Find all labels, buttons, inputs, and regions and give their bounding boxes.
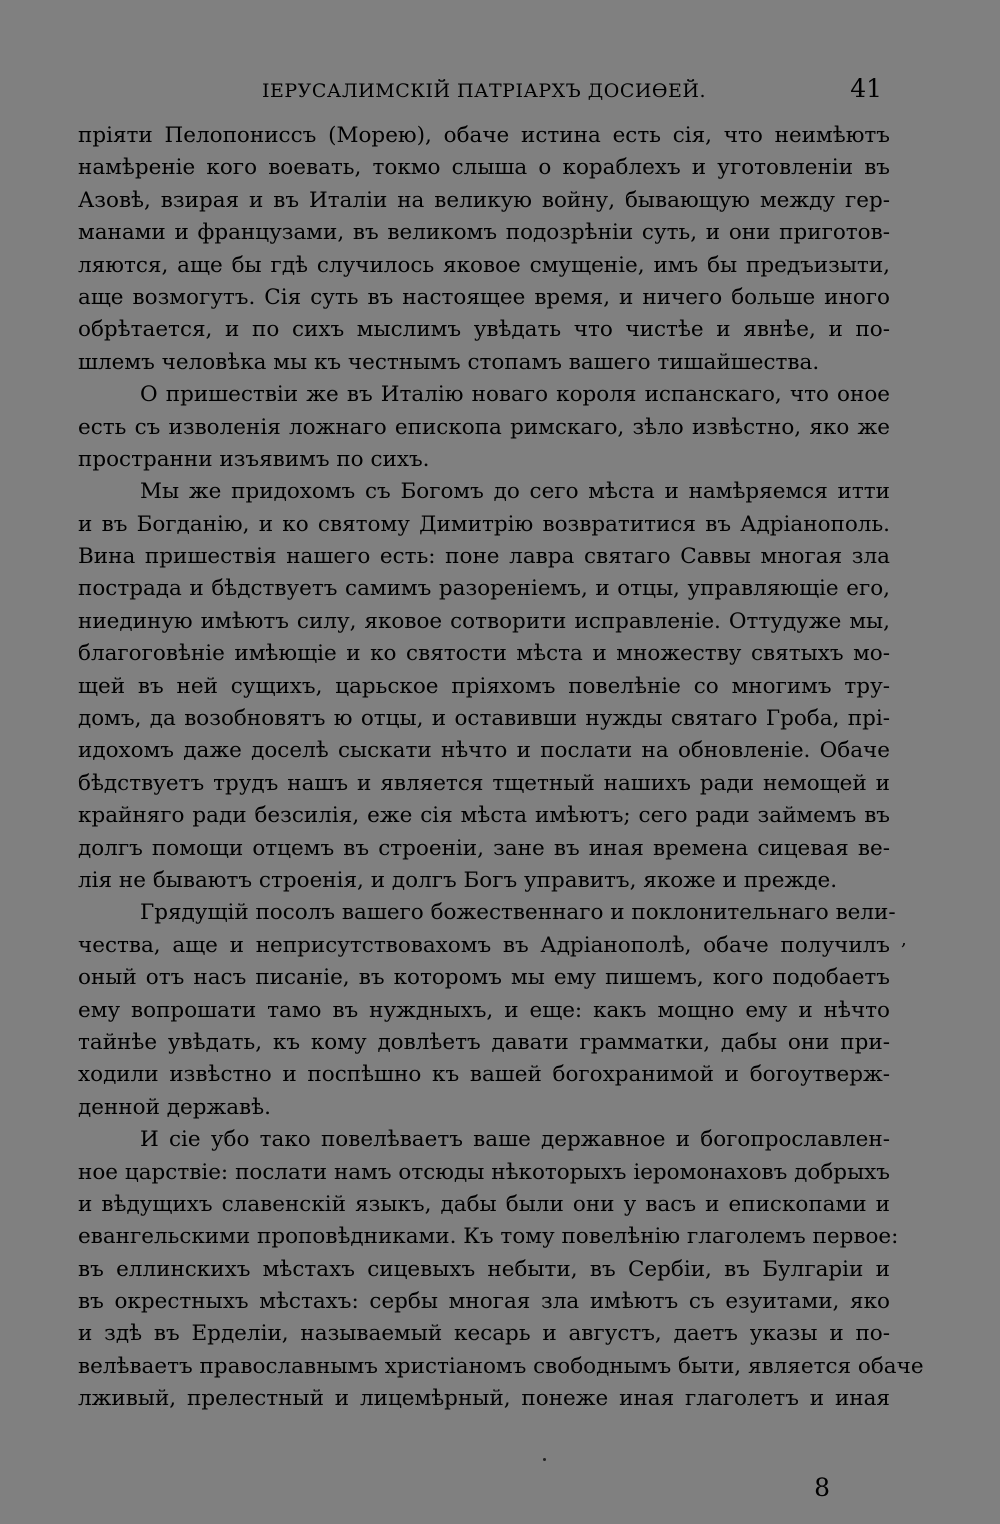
page-header xyxy=(78,72,890,118)
text-line: аще возмогутъ. Сія суть въ настоящее время, и ничего больше иного xyxy=(78,284,890,310)
text-line: и въ Богданію, и ко святому Димитрію возвратитися въ Адріанополь. xyxy=(78,511,890,537)
text-line: И сіе убо тако повелѣваетъ ваше державное и богопрославлен- xyxy=(140,1127,890,1153)
text-line: пространни изъявимъ по сихъ. xyxy=(78,446,430,472)
book-page xyxy=(78,72,924,1502)
text-line: и вѣдущихъ славенскій языкъ, дабы были они у васъ и епископами и xyxy=(78,1191,890,1217)
text-line: идохомъ даже доселѣ сыскати нѣчто и послати на обновленіе. Обаче xyxy=(78,738,890,764)
text-line: евангельскими проповѣдниками. Къ тому повелѣнію глаголемъ первое: xyxy=(78,1224,899,1250)
text-line: въ окрестныхъ мѣстахъ: сербы многая зла имѣютъ съ езуитами, яко xyxy=(78,1289,890,1315)
text-line: ходили извѣстно и поспѣшно къ вашей богохранимой и богоутверж- xyxy=(78,1062,890,1088)
text-line: манами и французами, въ великомъ подозрѣніи суть, и они приготов- xyxy=(78,220,890,246)
text-line: домъ, да возобновятъ ю отцы, и оставивши нужды святаго Гроба, прі- xyxy=(78,706,890,732)
text-line: Мы же придохомъ съ Богомъ до сего мѣста и намѣряемся итти xyxy=(140,479,890,505)
text-line: есть съ изволенія ложнаго епископа римскаго, зѣло извѣстно, яко же xyxy=(78,414,890,440)
text-line: лживый, прелестный и лицемѣрный, понеже иная глаголетъ и иная xyxy=(78,1386,890,1412)
text-line: ниединую имѣютъ силу, яковое сотворити исправленіе. Оттудуже мы, xyxy=(78,608,890,634)
text-line: О пришествіи же въ Италію новаго короля испанскаго, что оное xyxy=(140,382,890,408)
print-speck xyxy=(543,1458,546,1461)
text-line: благоговѣніе имѣющіе и ко святости мѣста и множеству святыхъ мо- xyxy=(78,641,890,667)
margin-mark: , xyxy=(901,929,907,950)
text-line: намѣреніе кого воевать, токмо слыша о кораблехъ и уготовленіи въ xyxy=(78,155,890,181)
text-line: Азовѣ, взирая и въ Италіи на великую войну, бывающую между гер- xyxy=(78,187,890,213)
signature-mark: 8 xyxy=(814,1473,830,1502)
text-line: пострада и бѣдствуетъ самимъ разореніемъ, и отцы, управляющіе его, xyxy=(78,576,890,602)
text-line: обрѣтается, и по сихъ мыслимъ увѣдать что чистѣе и явнѣе, и по- xyxy=(78,317,890,343)
text-line: ему вопрошати тамо въ нуждныхъ, и еще: какъ мощно ему и нѣчто xyxy=(78,997,890,1023)
text-line: пріяти Пелопониссъ (Морею), обаче истина есть сія, что неимѣютъ xyxy=(78,123,890,148)
text-line: шлемъ человѣка мы къ честнымъ стопамъ вашего тишайшества. xyxy=(78,349,820,375)
text-line: чества, аще и неприсутствовахомъ въ Адріанополѣ, обаче получилъ xyxy=(78,932,890,958)
text-line: лія не бываютъ строенія, и долгъ Богъ управитъ, якоже и прежде. xyxy=(78,867,838,893)
running-head: ІЕРУСАЛИМСКІЙ ПАТРІАРХЪ ДОСИѲЕЙ. xyxy=(262,80,706,102)
text-line: въ еллинскихъ мѣстахъ сицевыхъ небыти, въ Сербіи, въ Булгаріи и xyxy=(78,1256,890,1282)
text-line: ное царствіе: послати намъ отсюды нѣкоторыхъ іеромонаховъ добрыхъ xyxy=(78,1159,890,1185)
text-line: тайнѣе увѣдать, къ кому довлѣетъ давати грамматки, дабы они при- xyxy=(78,1029,890,1055)
text-line: щей въ ней сущихъ, царьское пріяхомъ повелѣніе со многимъ тру- xyxy=(78,673,890,699)
page-number: 41 xyxy=(850,74,882,103)
text-line: и здѣ въ Ерделіи, называемый кесарь и августъ, даетъ указы и по- xyxy=(78,1321,890,1347)
body-text xyxy=(78,120,924,1416)
text-line: велѣваетъ православнымъ христіаномъ свободнымъ быти, является обаче xyxy=(78,1353,924,1379)
text-line: оный отъ насъ писаніе, въ которомъ мы ему пишемъ, кого подобаетъ xyxy=(78,965,890,991)
text-line: долгъ помощи отцемъ въ строеніи, зане въ иная времена сицевая ве- xyxy=(78,835,890,861)
text-line: крайняго ради безсилія, еже сія мѣста имѣютъ; сего ради займемъ въ xyxy=(78,803,890,829)
text-line: Грядущій посолъ вашего божественнаго и поклонительнаго вели- xyxy=(140,900,896,926)
text-line: бѣдствуетъ трудъ нашъ и является тщетный нашихъ ради немощей и xyxy=(78,770,890,796)
text-line: ляются, аще бы гдѣ случилось яковое смущеніе, имъ бы предъизыти, xyxy=(78,252,890,278)
text-line: Вина пришествія нашего есть: поне лавра святаго Саввы многая зла xyxy=(78,544,890,570)
text-line: денной державѣ. xyxy=(78,1094,271,1120)
